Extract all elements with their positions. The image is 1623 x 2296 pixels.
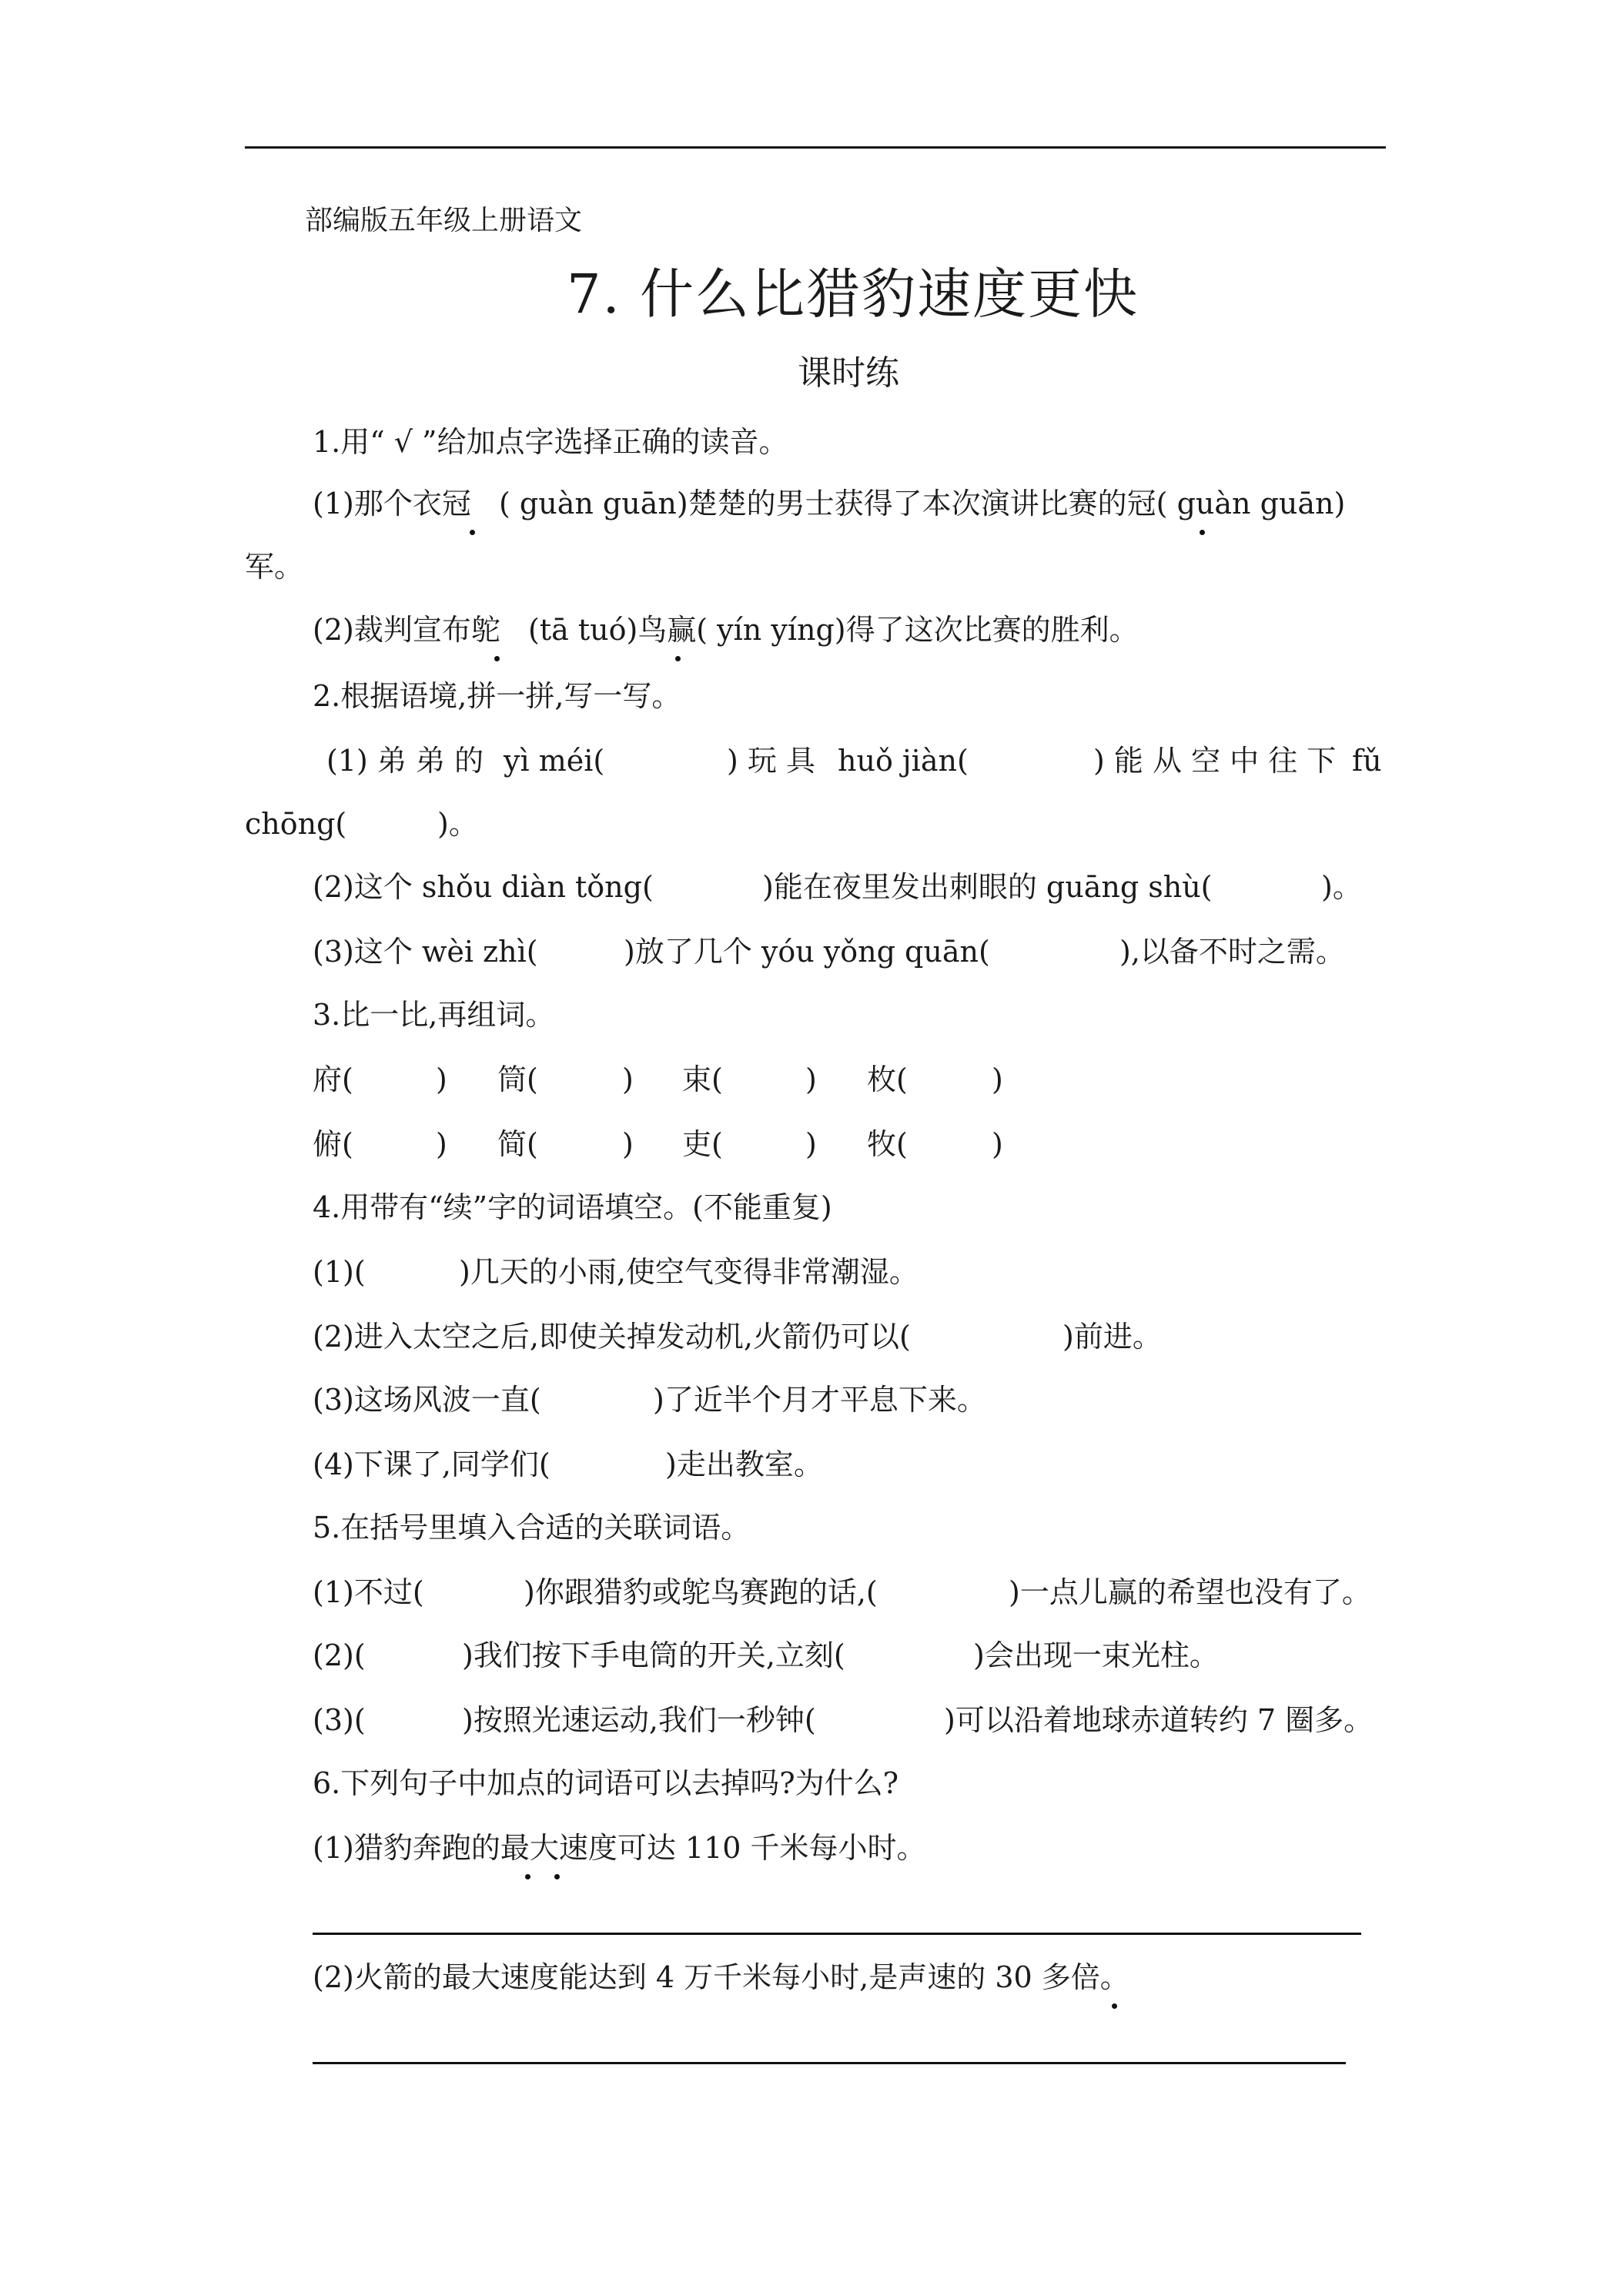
- q4-l2-b: )前进。: [1062, 1320, 1162, 1354]
- q1-line1-end: 军。: [245, 550, 304, 584]
- q3-cell: 府(: [313, 1063, 353, 1096]
- top-rule: [245, 146, 1386, 149]
- q1-line1-rest: ( guàn guān)楚楚的男士获得了本次演讲比赛的冠( guàn guān): [499, 487, 1346, 520]
- answer-line-2[interactable]: [313, 2062, 1346, 2064]
- q2-l2-c: )。: [1321, 870, 1362, 904]
- q3-cell: 筒(: [497, 1063, 538, 1096]
- q1-stem: 1.用“ √ ”给加点字选择正确的读音。: [313, 425, 788, 459]
- page-title: 7. 什么比猎豹速度更快: [567, 263, 1139, 326]
- q5-l3-b: )按照光速运动,我们一秒钟(: [462, 1703, 816, 1737]
- q5-l2-a: (2)(: [313, 1638, 366, 1672]
- q2-l1-d: huǒ jiàn(: [838, 744, 969, 778]
- q2-l1-e: ) 能 从 空 中 往 下: [1093, 744, 1337, 778]
- q5-stem: 5.在括号里填入合适的关联词语。: [313, 1511, 751, 1545]
- q2-l1b-a: chōng(: [245, 807, 347, 841]
- q2-l2-a: (2)这个 shǒu diàn tǒng(: [313, 870, 654, 904]
- answer-line-1[interactable]: [313, 1933, 1361, 1935]
- q3-cell: ): [805, 1127, 817, 1161]
- emphasis-dot: [525, 1874, 530, 1879]
- q2-l3-c: ),以备不时之需。: [1119, 935, 1345, 969]
- q2-stem: 2.根据语境,拼一拼,写一写。: [313, 679, 681, 713]
- q3-cell: ): [436, 1127, 447, 1161]
- q5-l3-a: (3)(: [313, 1703, 366, 1737]
- q2-l3-a: (3)这个 wèi zhì(: [313, 935, 538, 969]
- q3-cell: ): [622, 1063, 634, 1096]
- emphasis-dot: [675, 656, 681, 661]
- q4-l3-b: )了近半个月才平息下来。: [653, 1383, 986, 1417]
- q6-sentence-1: (1)猎豹奔跑的最大速度可达 110 千米每小时。: [313, 1831, 926, 1865]
- edition-label: 部编版五年级上册语文: [305, 205, 583, 236]
- q1-line1-start: (1)那个衣冠: [313, 487, 471, 520]
- q6-stem: 6.下列句子中加点的词语可以去掉吗?为什么?: [313, 1766, 899, 1800]
- q3-cell: 吏(: [682, 1127, 723, 1161]
- emphasis-dot: [470, 530, 475, 535]
- q1-line2-start: (2)裁判宣布鸵: [313, 613, 500, 647]
- q6-sentence-2: (2)火箭的最大速度能达到 4 万千米每小时,是声速的 30 多倍。: [313, 1960, 1129, 1994]
- q5-l2-b: )我们按下手电筒的开关,立刻(: [462, 1638, 845, 1672]
- q2-l1-f: fǔ: [1352, 744, 1382, 778]
- q3-cell: ): [805, 1063, 817, 1096]
- q3-cell: 俯(: [313, 1127, 353, 1161]
- q5-l1-b: )你跟猎豹或鸵鸟赛跑的话,(: [524, 1575, 878, 1609]
- q2-l1-b: yì méi(: [504, 744, 605, 778]
- q3-cell: ): [992, 1127, 1003, 1161]
- q4-l1-b: )几天的小雨,使空气变得非常潮湿。: [459, 1255, 919, 1289]
- q4-l4-a: (4)下课了,同学们(: [313, 1448, 550, 1481]
- q3-cell: 束(: [682, 1063, 723, 1096]
- q2-l1b-b: )。: [437, 807, 478, 841]
- q3-cell: 简(: [497, 1127, 538, 1161]
- q2-l1-a: (1) 弟 弟 的: [326, 744, 484, 778]
- q4-l2-a: (2)进入太空之后,即使关掉发动机,火箭仍可以(: [313, 1320, 911, 1354]
- q3-stem: 3.比一比,再组词。: [313, 998, 555, 1032]
- page-subtitle: 课时练: [798, 353, 899, 393]
- q3-cell: 牧(: [867, 1127, 908, 1161]
- q5-l1-a: (1)不过(: [313, 1575, 424, 1609]
- q5-l1-c: )一点儿赢的希望也没有了。: [1009, 1575, 1371, 1609]
- emphasis-dot: [1200, 530, 1205, 535]
- emphasis-dot: [494, 656, 500, 661]
- q5-l2-c: )会出现一束光柱。: [973, 1638, 1219, 1672]
- q4-l1-a: (1)(: [313, 1255, 366, 1289]
- emphasis-dot: [554, 1874, 560, 1879]
- q4-l3-a: (3)这场风波一直(: [313, 1383, 541, 1417]
- q5-l3-c: )可以沿着地球赤道转约 7 圈多。: [944, 1703, 1374, 1737]
- q1-line2-rest: (tā tuó)鸟赢( yín yíng)得了这次比赛的胜利。: [528, 613, 1139, 647]
- q3-cell: ): [436, 1063, 447, 1096]
- q3-cell: ): [992, 1063, 1003, 1096]
- emphasis-dot: [1112, 2003, 1117, 2009]
- q4-stem: 4.用带有“续”字的词语填空。(不能重复): [313, 1190, 832, 1224]
- q2-l1-c: ) 玩 具: [727, 744, 815, 778]
- q4-l4-b: )走出教室。: [665, 1448, 823, 1481]
- q3-cell: 枚(: [867, 1063, 908, 1096]
- q3-cell: ): [622, 1127, 634, 1161]
- q2-l2-b: )能在夜里发出刺眼的 guāng shù(: [762, 870, 1213, 904]
- q2-l3-b: )放了几个 yóu yǒng quān(: [624, 935, 990, 969]
